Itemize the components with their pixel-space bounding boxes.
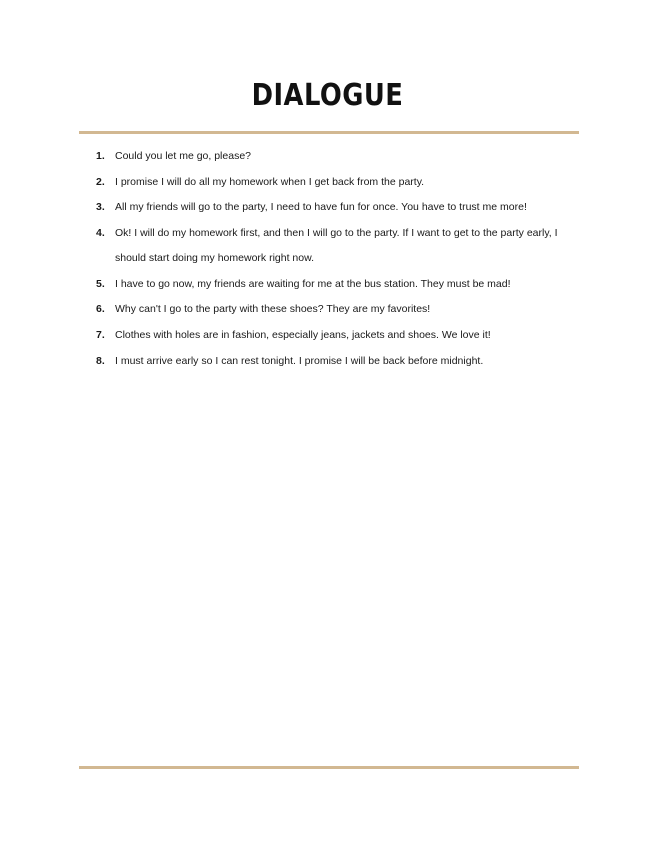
item-text: I promise I will do all my homework when I get back from the party. — [115, 175, 425, 188]
item-text: I have to go now, my friends are waiting for me at the bus station. They must be mad! — [115, 277, 511, 290]
item-number: 2. — [96, 175, 105, 188]
item-number: 3. — [96, 201, 105, 214]
item-text: Ok! I will do my homework first, and then I will go to the party. If I want to get to the party early, I should start doing my homework right now. — [115, 226, 558, 265]
item-number: 8. — [96, 354, 105, 367]
item-text: I must arrive early so I can rest tonight. I promise I will be back before midnight. — [115, 354, 484, 367]
item-number: 4. — [96, 226, 105, 239]
list-item — [96, 148, 586, 165]
dialogue-list — [96, 148, 586, 378]
item-number: 1. — [96, 150, 105, 162]
list-item — [96, 301, 586, 318]
list-item — [96, 353, 586, 370]
item-text: Could you let me go, please? — [115, 150, 252, 162]
top-divider — [79, 131, 579, 134]
item-text: All my friends will go to the party, I need to have fun for once. You have to trust me more! — [115, 201, 527, 214]
list-item — [96, 174, 586, 191]
item-text: Why can't I go to the party with these shoes? They are my favorites! — [115, 303, 431, 316]
item-number: 7. — [96, 328, 105, 341]
page-title: DIALOGUE — [251, 78, 404, 113]
item-number: 5. — [96, 277, 105, 290]
item-text: Clothes with holes are in fashion, especially jeans, jackets and shoes. We love it! — [115, 328, 491, 341]
bottom-divider — [79, 766, 579, 769]
item-number: 6. — [96, 303, 105, 316]
list-item — [96, 221, 586, 272]
list-item — [96, 276, 586, 293]
list-item — [96, 199, 586, 216]
list-item — [96, 327, 586, 344]
